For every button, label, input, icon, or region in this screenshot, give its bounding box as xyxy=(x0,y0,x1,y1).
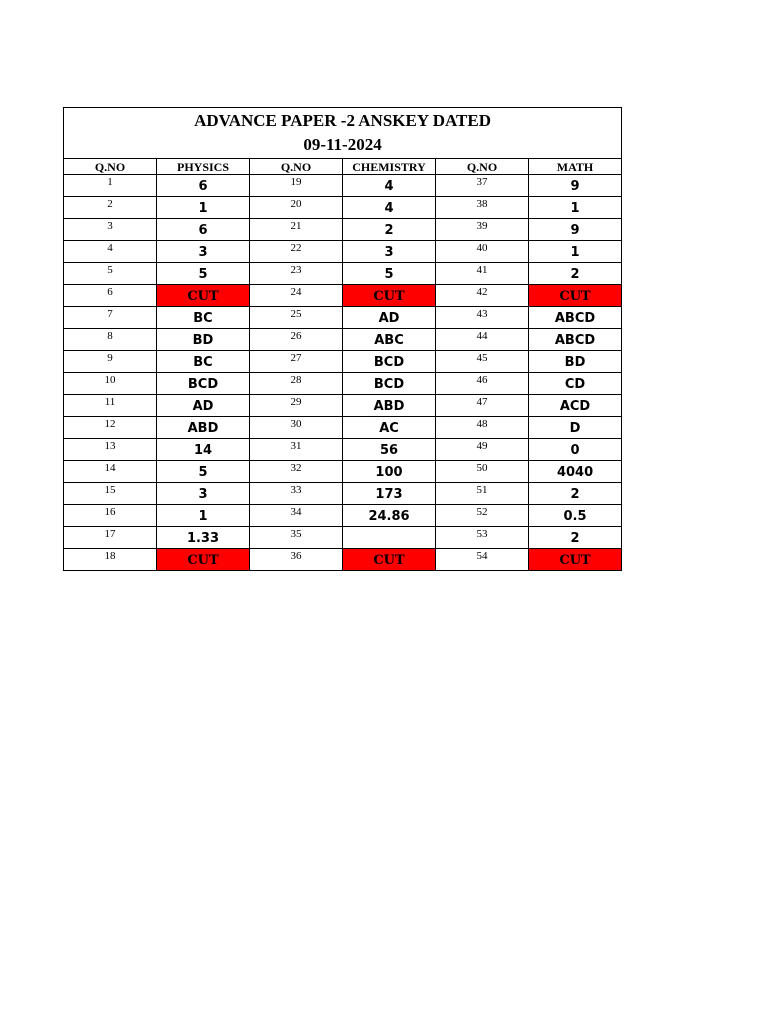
math-answer: 9 xyxy=(529,219,622,241)
math-qno: 44 xyxy=(436,329,529,351)
table-row xyxy=(64,417,622,439)
math-qno: 49 xyxy=(436,439,529,461)
chemistry-qno: 33 xyxy=(250,483,343,505)
physics-answer: 1 xyxy=(157,505,250,527)
physics-qno: 4 xyxy=(64,241,157,263)
chemistry-answer: 56 xyxy=(343,439,436,461)
math-answer: 9 xyxy=(529,175,622,197)
physics-answer: CUT xyxy=(157,549,250,571)
physics-answer: 1.33 xyxy=(157,527,250,549)
math-answer: ABCD xyxy=(529,307,622,329)
header-row xyxy=(64,159,622,175)
physics-qno: 3 xyxy=(64,219,157,241)
physics-answer: 1 xyxy=(157,197,250,219)
table-row xyxy=(64,439,622,461)
math-qno: 41 xyxy=(436,263,529,285)
physics-answer: BCD xyxy=(157,373,250,395)
physics-qno: 15 xyxy=(64,483,157,505)
math-qno: 43 xyxy=(436,307,529,329)
chemistry-qno: 21 xyxy=(250,219,343,241)
header-physics: PHYSICS xyxy=(157,159,250,175)
chemistry-qno: 36 xyxy=(250,549,343,571)
math-qno: 54 xyxy=(436,549,529,571)
chemistry-qno: 24 xyxy=(250,285,343,307)
chemistry-qno: 29 xyxy=(250,395,343,417)
physics-answer: 3 xyxy=(157,483,250,505)
math-answer: 2 xyxy=(529,263,622,285)
table-row xyxy=(64,175,622,197)
physics-qno: 16 xyxy=(64,505,157,527)
physics-answer: 5 xyxy=(157,461,250,483)
header-chemistry: CHEMISTRY xyxy=(343,159,436,175)
chemistry-qno: 32 xyxy=(250,461,343,483)
math-qno: 51 xyxy=(436,483,529,505)
chemistry-qno: 31 xyxy=(250,439,343,461)
physics-qno: 1 xyxy=(64,175,157,197)
math-answer: CUT xyxy=(529,285,622,307)
physics-qno: 9 xyxy=(64,351,157,373)
chemistry-answer: 100 xyxy=(343,461,436,483)
math-qno: 52 xyxy=(436,505,529,527)
physics-qno: 13 xyxy=(64,439,157,461)
physics-answer: 5 xyxy=(157,263,250,285)
header-qno-physics: Q.NO xyxy=(64,159,157,175)
physics-qno: 8 xyxy=(64,329,157,351)
physics-qno: 6 xyxy=(64,285,157,307)
math-qno: 46 xyxy=(436,373,529,395)
math-answer: ABCD xyxy=(529,329,622,351)
math-qno: 37 xyxy=(436,175,529,197)
chemistry-answer: 4 xyxy=(343,197,436,219)
math-answer: D xyxy=(529,417,622,439)
table-row xyxy=(64,351,622,373)
physics-answer: 6 xyxy=(157,219,250,241)
table-row xyxy=(64,549,622,571)
chemistry-qno: 20 xyxy=(250,197,343,219)
chemistry-qno: 25 xyxy=(250,307,343,329)
header-qno-chemistry: Q.NO xyxy=(250,159,343,175)
answer-rows xyxy=(64,175,622,571)
chemistry-answer: CUT xyxy=(343,285,436,307)
table-row xyxy=(64,219,622,241)
physics-qno: 10 xyxy=(64,373,157,395)
sheet-title xyxy=(64,108,622,159)
physics-answer: AD xyxy=(157,395,250,417)
chemistry-answer: BCD xyxy=(343,351,436,373)
chemistry-answer: 3 xyxy=(343,241,436,263)
table-row xyxy=(64,241,622,263)
physics-answer: BC xyxy=(157,351,250,373)
chemistry-answer: 4 xyxy=(343,175,436,197)
math-qno: 42 xyxy=(436,285,529,307)
chemistry-answer xyxy=(343,527,436,549)
math-qno: 48 xyxy=(436,417,529,439)
chemistry-answer: 173 xyxy=(343,483,436,505)
math-answer: ACD xyxy=(529,395,622,417)
math-qno: 47 xyxy=(436,395,529,417)
chemistry-answer: BCD xyxy=(343,373,436,395)
chemistry-qno: 28 xyxy=(250,373,343,395)
math-answer: 2 xyxy=(529,483,622,505)
table-row xyxy=(64,527,622,549)
physics-qno: 17 xyxy=(64,527,157,549)
physics-qno: 14 xyxy=(64,461,157,483)
math-qno: 39 xyxy=(436,219,529,241)
physics-qno: 18 xyxy=(64,549,157,571)
table-row xyxy=(64,505,622,527)
physics-qno: 7 xyxy=(64,307,157,329)
table-row xyxy=(64,483,622,505)
math-answer: 0 xyxy=(529,439,622,461)
answer-key-table xyxy=(63,107,622,571)
math-qno: 45 xyxy=(436,351,529,373)
math-answer: 1 xyxy=(529,241,622,263)
title-line-1: ADVANCE PAPER -2 ANSKEY DATED xyxy=(194,111,491,130)
chemistry-answer: ABD xyxy=(343,395,436,417)
table-row xyxy=(64,307,622,329)
chemistry-qno: 23 xyxy=(250,263,343,285)
chemistry-answer: 2 xyxy=(343,219,436,241)
table-row xyxy=(64,329,622,351)
header-math: MATH xyxy=(529,159,622,175)
table-row xyxy=(64,395,622,417)
chemistry-qno: 22 xyxy=(250,241,343,263)
chemistry-qno: 27 xyxy=(250,351,343,373)
physics-qno: 5 xyxy=(64,263,157,285)
table-row xyxy=(64,461,622,483)
title-line-2: 09-11-2024 xyxy=(303,135,382,154)
math-answer: 1 xyxy=(529,197,622,219)
chemistry-answer: 24.86 xyxy=(343,505,436,527)
math-qno: 53 xyxy=(436,527,529,549)
chemistry-answer: 5 xyxy=(343,263,436,285)
math-answer: 4040 xyxy=(529,461,622,483)
physics-answer: BD xyxy=(157,329,250,351)
math-answer: CUT xyxy=(529,549,622,571)
math-answer: CD xyxy=(529,373,622,395)
chemistry-qno: 35 xyxy=(250,527,343,549)
table-row xyxy=(64,197,622,219)
physics-answer: BC xyxy=(157,307,250,329)
header-qno-math: Q.NO xyxy=(436,159,529,175)
math-qno: 40 xyxy=(436,241,529,263)
physics-qno: 11 xyxy=(64,395,157,417)
chemistry-qno: 26 xyxy=(250,329,343,351)
physics-qno: 2 xyxy=(64,197,157,219)
table-row xyxy=(64,263,622,285)
chemistry-answer: ABC xyxy=(343,329,436,351)
physics-answer: CUT xyxy=(157,285,250,307)
physics-answer: ABD xyxy=(157,417,250,439)
physics-answer: 14 xyxy=(157,439,250,461)
physics-qno: 12 xyxy=(64,417,157,439)
math-answer: 0.5 xyxy=(529,505,622,527)
physics-answer: 6 xyxy=(157,175,250,197)
math-answer: BD xyxy=(529,351,622,373)
math-qno: 38 xyxy=(436,197,529,219)
chemistry-qno: 34 xyxy=(250,505,343,527)
math-qno: 50 xyxy=(436,461,529,483)
math-answer: 2 xyxy=(529,527,622,549)
chemistry-qno: 30 xyxy=(250,417,343,439)
chemistry-answer: AD xyxy=(343,307,436,329)
chemistry-qno: 19 xyxy=(250,175,343,197)
chemistry-answer: CUT xyxy=(343,549,436,571)
physics-answer: 3 xyxy=(157,241,250,263)
chemistry-answer: AC xyxy=(343,417,436,439)
table-row xyxy=(64,285,622,307)
table-row xyxy=(64,373,622,395)
